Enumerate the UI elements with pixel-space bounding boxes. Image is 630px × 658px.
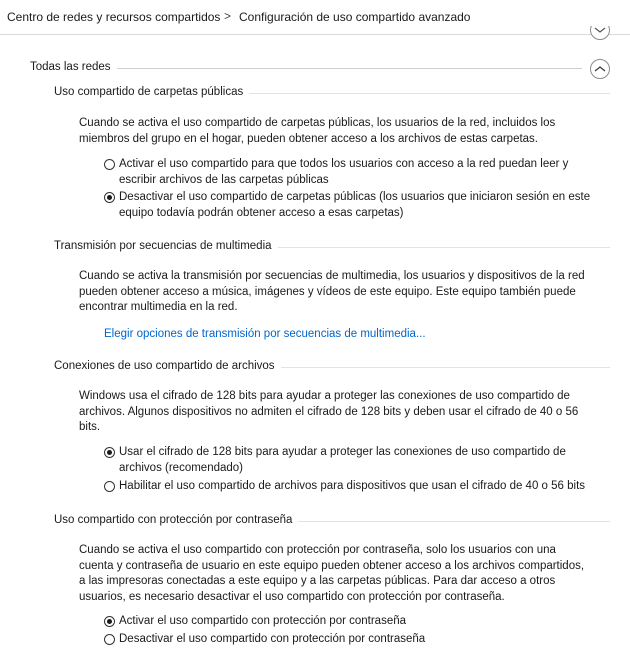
group-title: Todas las redes [30,61,117,73]
breadcrumb-separator: > [224,9,232,23]
option-label: equipo todavía podrán obtener acceso a esas carpetas) [119,206,404,219]
password-desc-line: a las impresoras conectadas a este equipo y a las carpetas públicas. Para dar acceso a otros [79,575,556,587]
radio-button-selected[interactable] [104,616,115,627]
collapse-button[interactable] [590,59,610,79]
radio-button-selected[interactable] [104,447,115,458]
option-label: escribir archivos de las carpetas públicas [119,173,329,186]
breadcrumb [0,0,630,36]
password-desc-line: Cuando se activa el uso compartido con protección por contraseña, solo los usuarios con una [79,544,556,556]
option-label: Desactivar el uso compartido con protección por contraseña [119,633,426,645]
password-desc-line: usuarios, es necesario desactivar el uso compartido con protección por contraseña. [79,590,505,603]
file-sharing-desc-line: archivos. Algunos dispositivos no admiten el cifrado de 128 bits y deben usar el cifrado de 40 o 56 [79,405,579,418]
breadcrumb-advanced-sharing: Configuración de uso compartido avanzado [239,10,471,24]
public-folders-desc-line: miembros del grupo en el hogar, pueden obtener acceso a los archivos de estas carpetas. [79,132,539,145]
media-title: Transmisión por secuencias de multimedia [54,240,278,252]
file-sharing-desc-line: bits. [79,421,101,433]
encryption-40-56-option[interactable] [104,479,624,495]
radio-button-selected[interactable] [104,192,115,203]
password-description [79,543,624,605]
public-folders-off-option[interactable] [104,190,624,221]
option-label: Habilitar el uso compartido de archivos para dispositivos que usan el cifrado de 40 o 56 bits [119,480,586,492]
password-desc-line: cuenta y contraseña de usuario en este equipo pueden obtener acceso a los archivos compartidos, [79,559,585,572]
public-folders-description [79,116,619,147]
media-options-link[interactable]: Elegir opciones de transmisión por secuencias de multimedia... [104,328,426,340]
previous-group-collapse-button[interactable] [589,26,611,42]
breadcrumb-divider [0,34,630,35]
password-on-option[interactable] [104,614,624,630]
media-description [79,269,624,316]
option-label: Activar el uso compartido para que todos los usuarios con acceso a la red puedan leer y [119,158,569,170]
public-folders-title: Uso compartido de carpetas públicas [54,86,249,98]
option-label: archivos (recomendado) [119,461,244,474]
file-sharing-desc-line: Windows usa el cifrado de 128 bits para ayudar a proteger las conexiones de uso compartido de [79,390,570,402]
public-folders-desc-line: Cuando se activa el uso compartido de carpetas públicas, los usuarios de la red, incluidos los [79,117,556,129]
option-label: Usar el cifrado de 128 bits para ayudar a proteger las conexiones de uso compartido de [119,446,566,458]
breadcrumb-network-center[interactable]: Centro de redes y recursos compartidos [7,10,221,24]
public-folders-on-option[interactable] [104,157,624,188]
encryption-128-option[interactable] [104,445,624,476]
option-label: Desactivar el uso compartido de carpetas públicas (los usuarios que iniciaron sesión en este [119,191,591,203]
media-desc-line: encontrar multimedia en la red. [79,301,238,313]
file-sharing-title: Conexiones de uso compartido de archivos [54,360,281,372]
chevron-up-icon [594,65,606,73]
password-off-option[interactable] [104,632,624,648]
radio-button[interactable] [104,634,115,645]
media-desc-line: Cuando se activa la transmisión por secuencias de multimedia, los usuarios y dispositivos de la red [79,270,585,282]
radio-button[interactable] [104,159,115,170]
option-label: Activar el uso compartido con protección por contraseña [119,615,407,627]
chevron-down-icon [593,26,607,34]
media-desc-line: pueden obtener acceso a música, imágenes y vídeos de este equipo. Este equipo también puede [79,285,576,298]
password-title: Uso compartido con protección por contraseña [54,514,298,526]
file-sharing-description [79,389,624,436]
radio-button[interactable] [104,481,115,492]
